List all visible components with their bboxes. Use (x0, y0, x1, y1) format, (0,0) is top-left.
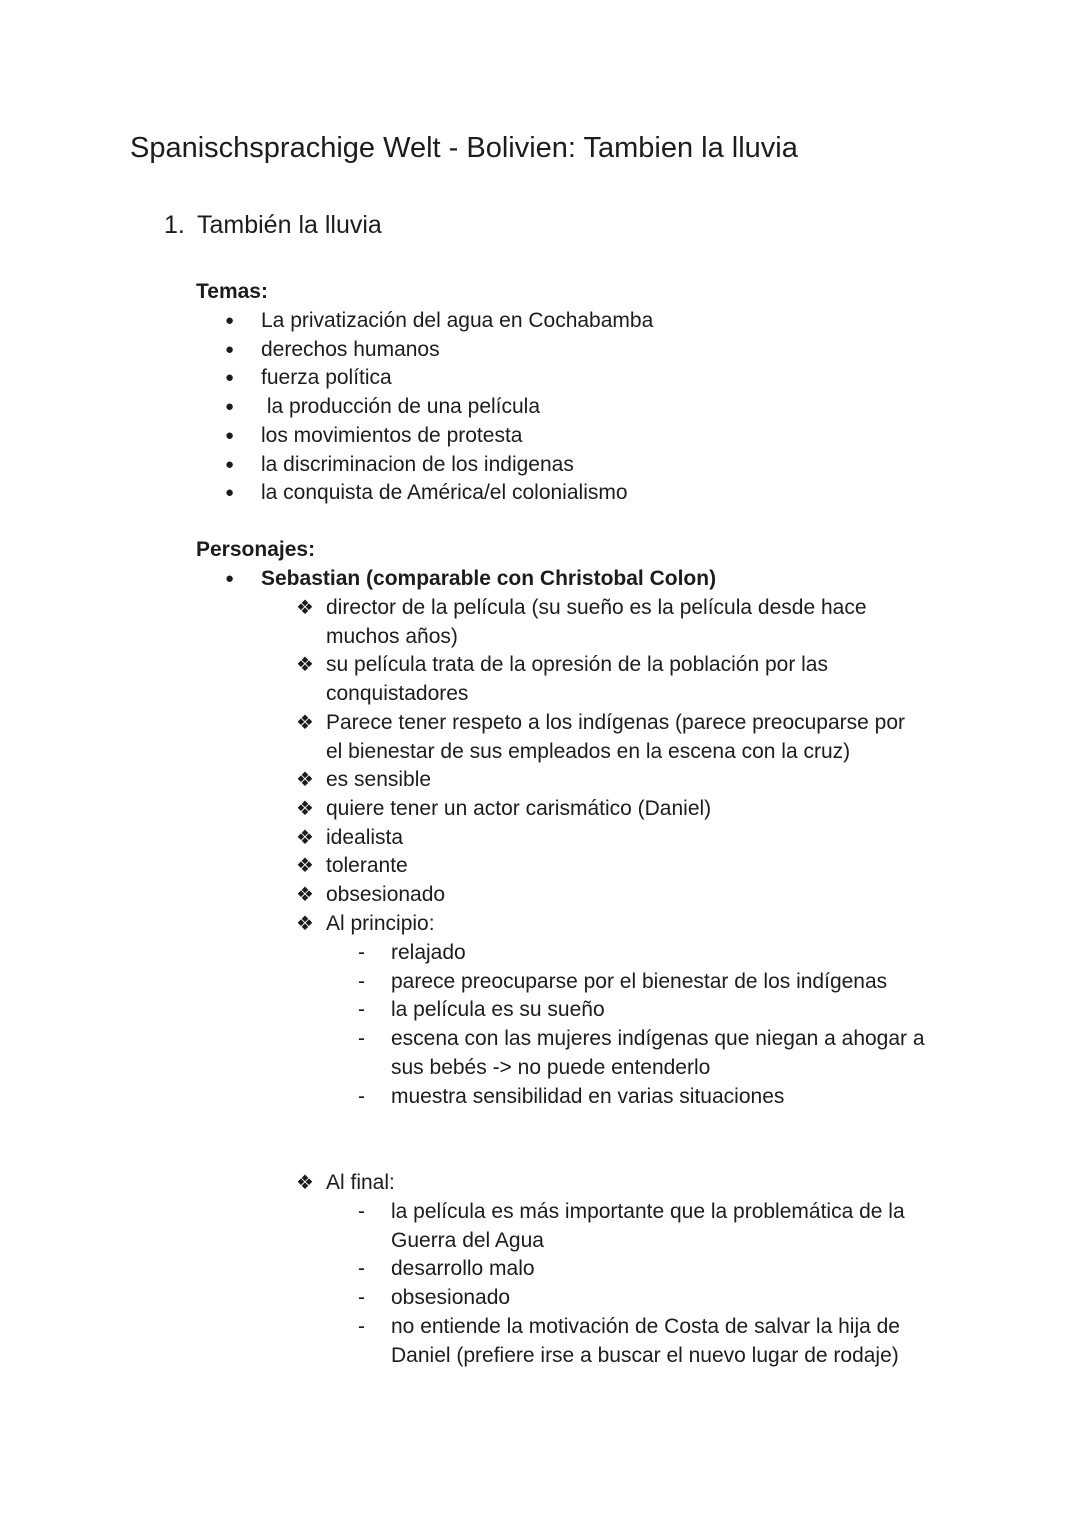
section-heading (164, 208, 382, 242)
list-item-text-continued: el bienestar de sus empleados en la escena con la cruz) (326, 739, 851, 763)
list-item (196, 364, 996, 393)
list-item (296, 795, 996, 824)
list-item (296, 651, 996, 708)
diamond-icon: ❖ (296, 912, 314, 935)
list-item-text-continued: Daniel (prefiere irse a buscar el nuevo lugar de rodaje) (391, 1343, 899, 1367)
section-title: También la lluvia (197, 211, 382, 239)
temas-list (196, 307, 996, 508)
dash-icon: - (358, 1314, 365, 1338)
dash-icon: - (358, 941, 365, 964)
list-item-text: es sensible (326, 768, 432, 792)
list-item-text: obsesionado (391, 1286, 511, 1310)
list-item (196, 393, 996, 422)
list-item-text-continued: sus bebés -> no puede entenderlo (391, 1055, 711, 1079)
list-item-text: desarrollo malo (391, 1257, 535, 1281)
dash-icon: - (358, 1257, 365, 1281)
document-title: Spanischsprachige Welt - Bolivien: Tambien la lluvia (130, 132, 798, 164)
list-item (357, 1313, 997, 1370)
dash-icon: - (358, 1027, 365, 1051)
al-final-heading-list (296, 1169, 996, 1198)
character-name: Sebastian (comparable con Christobal Colon) (261, 567, 717, 590)
list-item-text: parece preocuparse por el bienestar de los indígenas (391, 969, 888, 993)
personajes-list (196, 565, 996, 594)
bullet-icon: ● (225, 340, 235, 358)
dash-icon: - (358, 969, 365, 993)
traits-list (296, 594, 996, 938)
list-item-text: la película es más importante que la problemática de la (391, 1200, 905, 1223)
list-item (357, 1083, 997, 1112)
list-item-text: no entiende la motivación de Costa de salvar la hija de (391, 1314, 900, 1338)
bullet-icon: ● (225, 369, 235, 387)
list-item-text: su película trata de la opresión de la población por las (326, 653, 828, 677)
list-item (296, 881, 996, 910)
list-item (357, 1284, 997, 1313)
list-item-text-continued: muchos años) (326, 624, 458, 648)
list-item (196, 479, 996, 508)
section-number: 1. (164, 211, 185, 239)
bullet-icon: ● (225, 484, 235, 502)
list-item (196, 336, 996, 365)
list-item (357, 1025, 997, 1082)
diamond-icon: ❖ (296, 1172, 314, 1194)
diamond-icon: ❖ (296, 826, 314, 849)
diamond-icon: ❖ (296, 769, 314, 792)
list-item-text: los movimientos de protesta (261, 423, 523, 447)
list-item-text: obsesionado (326, 883, 446, 907)
bullet-icon: ● (225, 570, 235, 587)
diamond-icon: ❖ (296, 597, 314, 619)
list-item (196, 307, 996, 336)
dash-icon: - (358, 1084, 365, 1108)
list-item-text: la conquista de América/el colonialismo (261, 481, 628, 505)
list-item-text: fuerza política (261, 366, 392, 390)
list-item (296, 766, 996, 795)
bullet-icon: ● (225, 398, 235, 416)
diamond-icon: ❖ (296, 654, 314, 677)
dash-icon: - (358, 1200, 365, 1223)
bullet-icon: ● (225, 312, 235, 329)
list-item-text: quiere tener un actor carismático (Daniel) (326, 796, 712, 820)
list-item-text: la película es su sueño (391, 998, 605, 1022)
diamond-icon: ❖ (296, 797, 314, 820)
list-item-text-continued: conquistadores (326, 682, 469, 706)
list-item (296, 824, 996, 853)
bullet-icon: ● (225, 426, 235, 444)
list-item-text-continued: Guerra del Agua (391, 1228, 544, 1252)
list-item (357, 968, 997, 997)
al-principio-label: Al principio: (326, 911, 435, 935)
list-item-text: la producción de una película (261, 395, 541, 419)
list-item-text: idealista (326, 825, 404, 849)
list-item (357, 1255, 997, 1284)
list-item-text: derechos humanos (261, 337, 440, 361)
dash-icon: - (358, 998, 365, 1022)
list-item (357, 939, 997, 968)
al-principio-list (357, 939, 997, 1111)
list-item-text: muestra sensibilidad en varias situaciones (391, 1084, 785, 1108)
al-final-list (357, 1198, 997, 1370)
list-item (296, 1169, 996, 1198)
list-item (296, 594, 996, 651)
list-item (296, 910, 996, 939)
al-final-label: Al final: (326, 1171, 395, 1194)
list-item (196, 565, 996, 594)
personajes-label: Personajes: (196, 538, 316, 561)
list-item (357, 1198, 997, 1255)
list-item-text: Parece tener respeto a los indígenas (parece preocuparse por (326, 710, 906, 734)
list-item-text: relajado (391, 941, 466, 964)
list-item (196, 451, 996, 480)
list-item-text: tolerante (326, 854, 408, 878)
diamond-icon: ❖ (296, 884, 314, 907)
dash-icon: - (358, 1286, 365, 1310)
list-item (296, 852, 996, 881)
list-item (357, 996, 997, 1025)
temas-label: Temas: (196, 280, 268, 303)
list-item-text: director de la película (su sueño es la película desde hace (326, 596, 867, 619)
bullet-icon: ● (225, 455, 235, 473)
list-item (296, 709, 996, 766)
list-item-text: La privatización del agua en Cochabamba (261, 309, 654, 332)
diamond-icon: ❖ (296, 855, 314, 878)
diamond-icon: ❖ (296, 711, 314, 734)
list-item-text: escena con las mujeres indígenas que niegan a ahogar a (391, 1027, 925, 1051)
list-item-text: la discriminacion de los indigenas (261, 452, 574, 476)
list-item (196, 422, 996, 451)
